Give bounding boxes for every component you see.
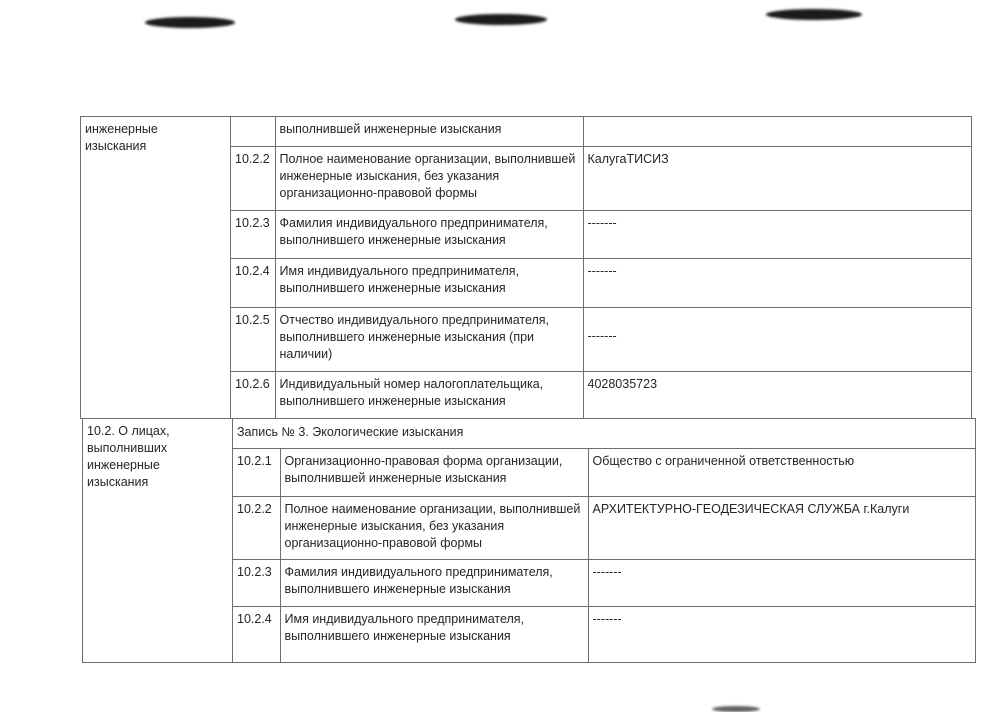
row-label: выполнившей инженерные изыскания	[275, 117, 583, 146]
table-row	[231, 117, 971, 146]
row-number: 10.2.4	[231, 258, 275, 307]
row-label: Полное наименование организации, выполнившей инженерные изыскания, без указания организационно-правовой формы	[280, 496, 588, 559]
row-label: Имя индивидуального предпринимателя, выполнившего инженерные изыскания	[275, 258, 583, 307]
table-row	[231, 258, 971, 307]
row-number: 10.2.3	[231, 210, 275, 258]
row-number: 10.2.2	[233, 496, 280, 559]
section-label: инженерные изыскания	[85, 122, 158, 153]
row-number: 10.2.4	[233, 606, 280, 662]
row-value: АРХИТЕКТУРНО-ГЕОДЕЗИЧЕСКАЯ СЛУЖБА г.Калуги	[588, 496, 975, 559]
row-value: -------	[583, 210, 971, 258]
row-value: -------	[588, 559, 975, 606]
row-value: -------	[583, 258, 971, 307]
table-row	[233, 449, 975, 496]
inner-table-2	[233, 449, 975, 662]
record-header: Запись № 3. Экологические изыскания	[233, 419, 975, 449]
section-label: 10.2. О лицах, выполнивших инженерные изыскания	[87, 424, 170, 489]
row-label: Индивидуальный номер налогоплательщика, выполнившего инженерные изыскания	[275, 371, 583, 418]
table-row	[233, 606, 975, 662]
row-value: Общество с ограниченной ответственностью	[588, 449, 975, 496]
row-label: Фамилия индивидуального предпринимателя, выполнившего инженерные изыскания	[280, 559, 588, 606]
scan-smudge-3	[766, 9, 862, 20]
inner-table-1	[231, 117, 971, 418]
row-label: Отчество индивидуального предпринимателя, выполнившего инженерные изыскания (при наличии)	[275, 307, 583, 371]
row-number	[231, 117, 275, 146]
row-value: 4028035723	[583, 371, 971, 418]
table-row	[233, 559, 975, 606]
table-row	[231, 146, 971, 210]
row-value: -------	[583, 307, 971, 371]
scan-smudge-4	[712, 706, 760, 712]
row-label: Организационно-правовая форма организации, выполнившей инженерные изыскания	[280, 449, 588, 496]
table-row	[231, 371, 971, 418]
section-label-cell	[83, 419, 233, 663]
row-value: -------	[588, 606, 975, 662]
row-label: Имя индивидуального предпринимателя, выполнившего инженерные изыскания	[280, 606, 588, 662]
row-number: 10.2.5	[231, 307, 275, 371]
scan-smudge-1	[145, 17, 235, 28]
row-number: 10.2.1	[233, 449, 280, 496]
table-block-1	[80, 116, 972, 419]
row-value	[583, 117, 971, 146]
row-value: КалугаТИСИЗ	[583, 146, 971, 210]
scan-smudge-2	[455, 14, 547, 25]
table-block-2	[82, 418, 976, 663]
row-number: 10.2.3	[233, 559, 280, 606]
row-label: Полное наименование организации, выполнившей инженерные изыскания, без указания организационно-правовой формы	[275, 146, 583, 210]
table-row	[231, 307, 971, 371]
row-number: 10.2.2	[231, 146, 275, 210]
table-row	[233, 496, 975, 559]
row-label: Фамилия индивидуального предпринимателя, выполнившего инженерные изыскания	[275, 210, 583, 258]
row-number: 10.2.6	[231, 371, 275, 418]
table-row	[231, 210, 971, 258]
section-label-cell	[81, 117, 231, 419]
